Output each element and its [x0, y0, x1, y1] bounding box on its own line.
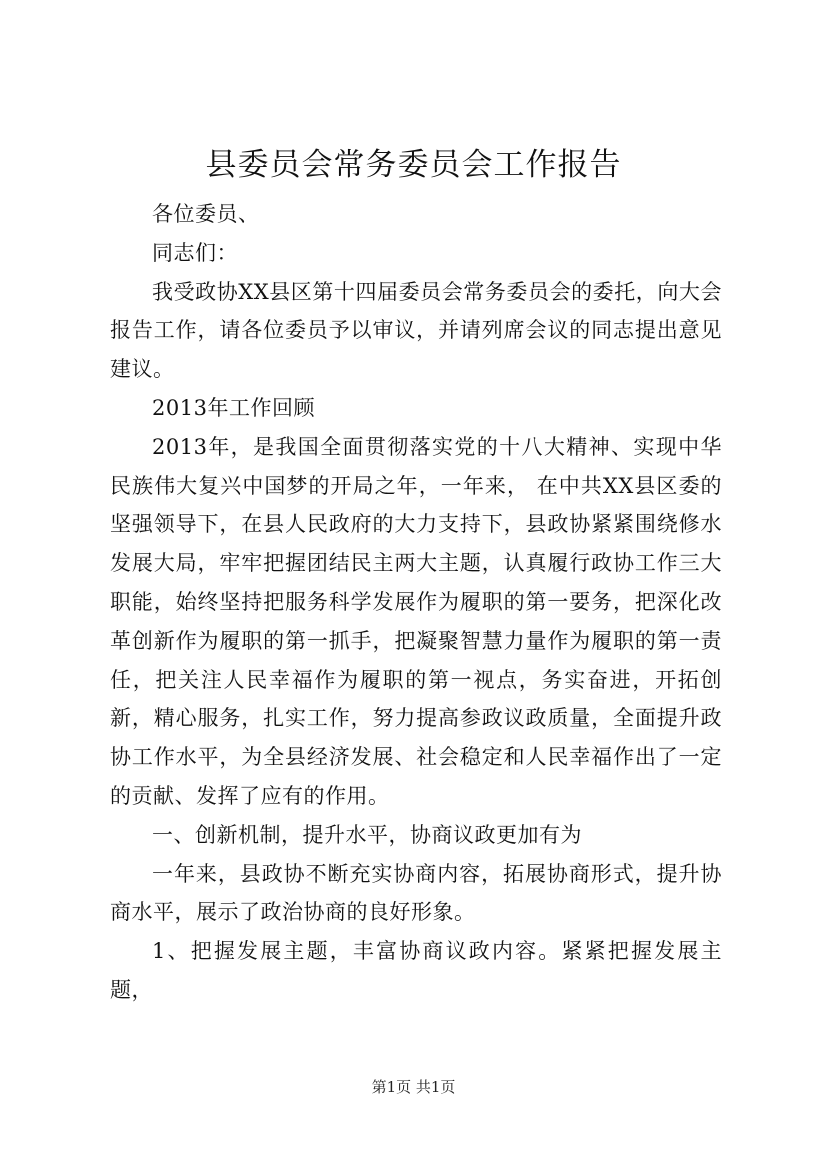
- body-paragraph: 1、把握发展主题，丰富协商议政内容。紧紧把握发展主题，: [110, 939, 722, 1002]
- body-paragraph: 2013年，是我国全面贯彻落实党的十八大精神、实现中华民族伟大复兴中国梦的开局之年，一年来， 在中共XX县区委的坚强领导下，在县人民政府的大力支持下，县政协紧紧围绕修水发展大局，牢牢把握团结民主两大主题，认真履行政协工作三大职能，始终坚持把服务科学发展作为履职的第一要务，把深化改革创新作为履职的第一抓手，把凝聚智慧力量作为履职的第一责任，把关注人民幸福作为履职的第一视点，务实奋进，开拓创新，精心服务，扎实工作，努力提高参政议政质量，全面提升政协工作水平，为全县经济发展、社会稳定和人民幸福作出了一定的贡献、发挥了应有的作用。: [110, 434, 722, 808]
- section-heading: 一、创新机制，提升水平，协商议政更加有为: [152, 822, 582, 847]
- document-title: 县委员会常务委员会工作报告: [205, 147, 622, 183]
- section-heading: 2013年工作回顾: [152, 395, 315, 420]
- page-footer: 第1页 共1页: [371, 1078, 456, 1096]
- body-paragraph: 一年来，县政协不断充实协商内容，拓展协商形式，提升协商水平，展示了政治协商的良好形象。: [110, 861, 722, 925]
- document-body: [110, 195, 722, 1010]
- salutation-paragraph: 同志们：: [152, 240, 238, 265]
- body-paragraph: 我受政协XX县区第十四届委员会常务委员会的委托，向大会报告工作，请各位委员予以审议，并请列席会议的同志提出意见建议。: [110, 279, 722, 382]
- salutation-paragraph: 各位委员、: [152, 202, 260, 226]
